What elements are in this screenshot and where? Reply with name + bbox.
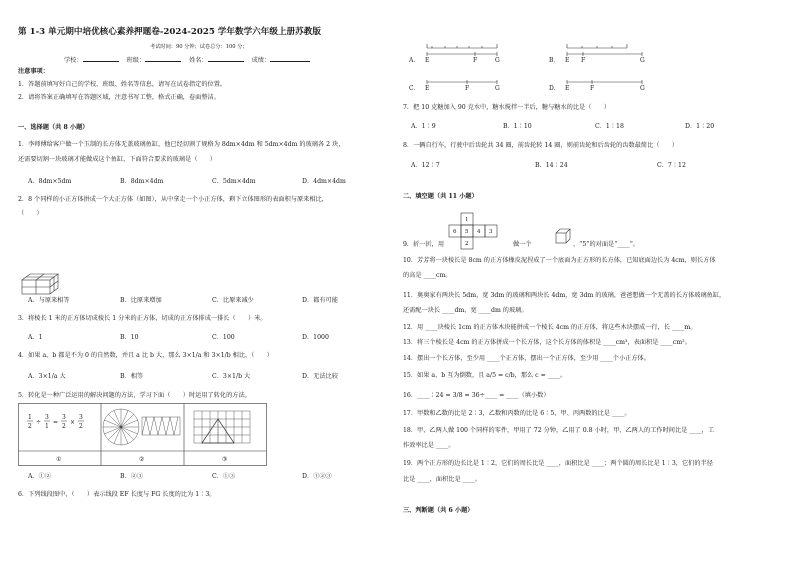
cube-icon: [555, 228, 571, 244]
question-text: 的高是 ____cm。: [403, 272, 452, 279]
option-a[interactable]: A．1∶9: [411, 123, 436, 130]
score-field[interactable]: [270, 55, 310, 62]
option-c[interactable]: C．①③: [212, 473, 236, 480]
cube-figure: [20, 272, 60, 294]
question-text: 2．8 个同样的小正方体拼成一个大正方体（如图），从中拿走一个小正方体，剩下立体图形的表面积与原来相比，: [18, 196, 328, 203]
right-column: [397, 0, 794, 562]
option-c[interactable]: C．5dm×4dm: [212, 178, 256, 185]
question-text: 做一个: [513, 241, 532, 248]
svg-text:1: 1: [465, 217, 469, 223]
cube-net-figure: [449, 212, 509, 252]
school-label: 学校：: [64, 57, 83, 64]
question-text: 比是 ____，面积比是 ____。: [403, 476, 482, 483]
class-label: 班级：: [126, 57, 146, 64]
svg-text:B．: B．: [549, 57, 560, 64]
question-text: 6．下列线段图中，（ ）表示线段 EF 长度与 FG 长度的比为 1∶3。: [18, 491, 216, 498]
svg-text:E: E: [425, 85, 430, 92]
question-text: 15．如果 a、b 互为倒数，且 a/5 = c/b，那么 c = ____。: [403, 372, 567, 379]
svg-text:A．: A．: [409, 57, 420, 64]
option-d[interactable]: D．1∶20: [685, 123, 715, 130]
question-text: 还需要切割一块玻璃才能做成这个鱼缸，下面符合要求的玻璃是（ ）: [18, 156, 216, 163]
question-text: 8．一辆自行车，行驶中后齿轮共 34 圈，前齿轮转 14 圈，则前齿轮和后齿轮的齿数最简比（ ）: [403, 142, 679, 149]
question-text: 17．甲数和乙数的比是 2∶3，乙数和丙数的比是 6∶5，甲、丙两数的比是 ____。: [403, 410, 631, 417]
svg-text:3: 3: [489, 229, 493, 235]
question-text: ，“5”的对面是“____”。: [573, 241, 640, 248]
option-a[interactable]: A．1: [28, 334, 43, 341]
svg-text:G: G: [640, 85, 645, 92]
option-c[interactable]: C．3×1/b 大: [212, 373, 251, 380]
option-d[interactable]: D．都有可能: [302, 297, 338, 304]
option-d[interactable]: D．4dm×4dm: [302, 178, 346, 185]
table-label: ①: [56, 456, 62, 463]
segment-diagrams-ab: [407, 38, 570, 98]
option-d[interactable]: D．无法比较: [302, 373, 338, 380]
svg-text:F: F: [581, 57, 586, 64]
question-text: 12．用 ____块棱长 1cm 的正方体木块能拼成一个棱长 4cm 的正方体，将这些木块摆成一行，长 ____m。: [403, 324, 697, 331]
svg-text:2: 2: [79, 423, 83, 430]
option-b[interactable]: B．10: [120, 334, 139, 341]
question-text: 13．将三个棱长是 4cm 的正方体拼成一个长方体，这个长方体的体积是 ____cm³，表面积是 ____cm²。: [403, 339, 691, 346]
svg-text:=: =: [53, 419, 59, 426]
cube-figure-placeholder: [20, 268, 21, 269]
option-a[interactable]: A．8dm×5dm: [28, 178, 72, 185]
svg-text:5: 5: [465, 229, 469, 235]
page-title: 第 1-3 单元期中培优核心素养押题卷-2024-2025 学年数学六年级上册苏教版: [18, 27, 321, 37]
svg-text:÷: ÷: [36, 419, 42, 426]
option-c[interactable]: C．1∶18: [595, 123, 624, 130]
notice-item: 2．请将答案正确填写在答题区域，注意书写工整，格式正确，卷面整洁。: [18, 94, 220, 101]
fraction-den: 1: [45, 423, 49, 430]
svg-text:F: F: [465, 85, 470, 92]
svg-text:G: G: [495, 57, 500, 64]
option-b[interactable]: B．②③: [120, 473, 144, 480]
question-text: 3．将棱长 1 米的正方体切成棱长 1 分米的正方体，切成的正方体排成一排长（ ）米。: [18, 315, 267, 322]
question-text: 14．摆出一个长方体，至少用 ____个正方体，摆出一个正方体，至少用 ____个小正方体。: [403, 355, 650, 362]
svg-text:2: 2: [465, 241, 469, 247]
exam-subtitle: 考试时间：90 分钟；试卷总分：100 分；: [150, 44, 248, 50]
option-b[interactable]: B．相等: [120, 373, 144, 380]
question-text: （ ）: [18, 210, 43, 217]
question-text: 16．____∶24 = 3/8 = 36÷____ = ____（填小数）: [403, 392, 550, 399]
section-heading: 一、选择题（共 8 小题）: [18, 124, 89, 131]
svg-text:E: E: [565, 85, 570, 92]
question-text: 作效率比是 ____。: [403, 442, 455, 449]
segment-diagrams-bd: [547, 38, 707, 98]
svg-text:F: F: [473, 57, 478, 64]
question-text: 4．如果 a、b 都是不为 0 的自然数，并且 a 比 b 大，那么 3×1/a 和 3×1/b 相比，（ ）: [18, 352, 273, 359]
svg-text:E: E: [425, 57, 430, 64]
fraction-num: 3: [62, 414, 66, 421]
notice-item: 1．答题前填写好自己的学校、班级、姓名等信息，请写在试卷指定的位置。: [18, 81, 227, 88]
option-d[interactable]: D．①②③: [302, 473, 332, 480]
option-c[interactable]: C．100: [212, 334, 235, 341]
svg-text:4: 4: [477, 229, 481, 235]
svg-text:F: F: [590, 85, 595, 92]
name-label: 姓名：: [189, 57, 208, 64]
school-field[interactable]: [83, 55, 119, 62]
option-b[interactable]: B．8dm×4dm: [120, 178, 164, 185]
option-a[interactable]: A．①②: [28, 473, 52, 480]
option-d[interactable]: D．1000: [302, 334, 329, 341]
question-text: 11．奥奥家有两块长 5dm，宽 3dm 的玻璃和两块长 4dm，宽 3dm 的玻璃，爸爸想做一个无盖的长方体玻璃鱼缸，: [403, 292, 726, 299]
svg-text:×: ×: [70, 419, 76, 426]
option-a[interactable]: A．与原来相等: [28, 297, 70, 304]
fraction-den: 2: [62, 423, 66, 430]
table-label: ③: [222, 456, 228, 463]
section-heading: 二、填空题（共 11 小题）: [403, 193, 478, 200]
fraction-num: 3: [45, 414, 49, 421]
svg-text:G: G: [495, 85, 500, 92]
svg-text:D．: D．: [549, 85, 560, 92]
score-label: 成绩：: [251, 57, 271, 64]
question-text: 18．甲、乙两人做 100 个同样的零件，甲用了 72 分钟，乙用了 0.8 小时，甲、乙两人的工作时间比是 ____，工: [403, 427, 715, 434]
option-a[interactable]: A．12∶7: [411, 162, 440, 169]
question-text: 9．折一折，用: [403, 241, 445, 248]
option-a[interactable]: A．3×1/a 大: [28, 373, 66, 380]
fraction-num: 1: [28, 414, 32, 421]
svg-text:C．: C．: [409, 85, 420, 92]
svg-text:G: G: [640, 57, 645, 64]
question-text: 10．芳芳将一块棱长是 8cm 的正方体橡皮泥捏成了一个底面为正方形的长方体，已知底面边长为 4cm，则长方体: [403, 257, 716, 264]
question-text: 19．两个正方形的边长比是 1∶2，它们的周长比是 ____，面积比是 ____；两个圆的周长比是 1∶3，它们的半径: [403, 460, 713, 467]
info-row: [64, 55, 310, 65]
option-c[interactable]: C．比原来减少: [212, 297, 254, 304]
question-text: 1．李师傅给客户做一个玉制的长方体无盖玻璃鱼缸，他已经切割了规格为 8dm×4dm 和 5dm×4dm 的玻璃各 2 块，: [18, 141, 345, 148]
svg-text:3: 3: [79, 414, 83, 421]
method-table: [18, 403, 268, 467]
question-text: 5．转化是一种广泛运用的解决问题的方法，学习下面（ ）时运用了转化的方法。: [18, 392, 251, 399]
svg-text:E: E: [565, 57, 570, 64]
option-c[interactable]: C．7∶12: [657, 162, 686, 169]
name-field[interactable]: [208, 55, 244, 62]
section-heading: 三、判断题（共 6 小题）: [403, 507, 474, 514]
option-b[interactable]: B．1∶10: [503, 123, 532, 130]
fraction-den: 2: [28, 423, 32, 430]
question-text: 7．把 10 克糖加入 90 克水中，糖水搅拌一半后，糖与糖水的比是（ ）: [403, 104, 610, 111]
notice-heading: 注意事项：: [18, 68, 49, 75]
option-b[interactable]: B．比原来增加: [120, 297, 162, 304]
table-label: ②: [139, 456, 145, 463]
svg-text:6: 6: [453, 229, 457, 235]
question-text: 还需配一块长 ____dm，宽 ____dm 的玻璃。: [403, 307, 528, 314]
option-b[interactable]: B．14∶24: [535, 162, 568, 169]
class-field[interactable]: [145, 55, 181, 62]
